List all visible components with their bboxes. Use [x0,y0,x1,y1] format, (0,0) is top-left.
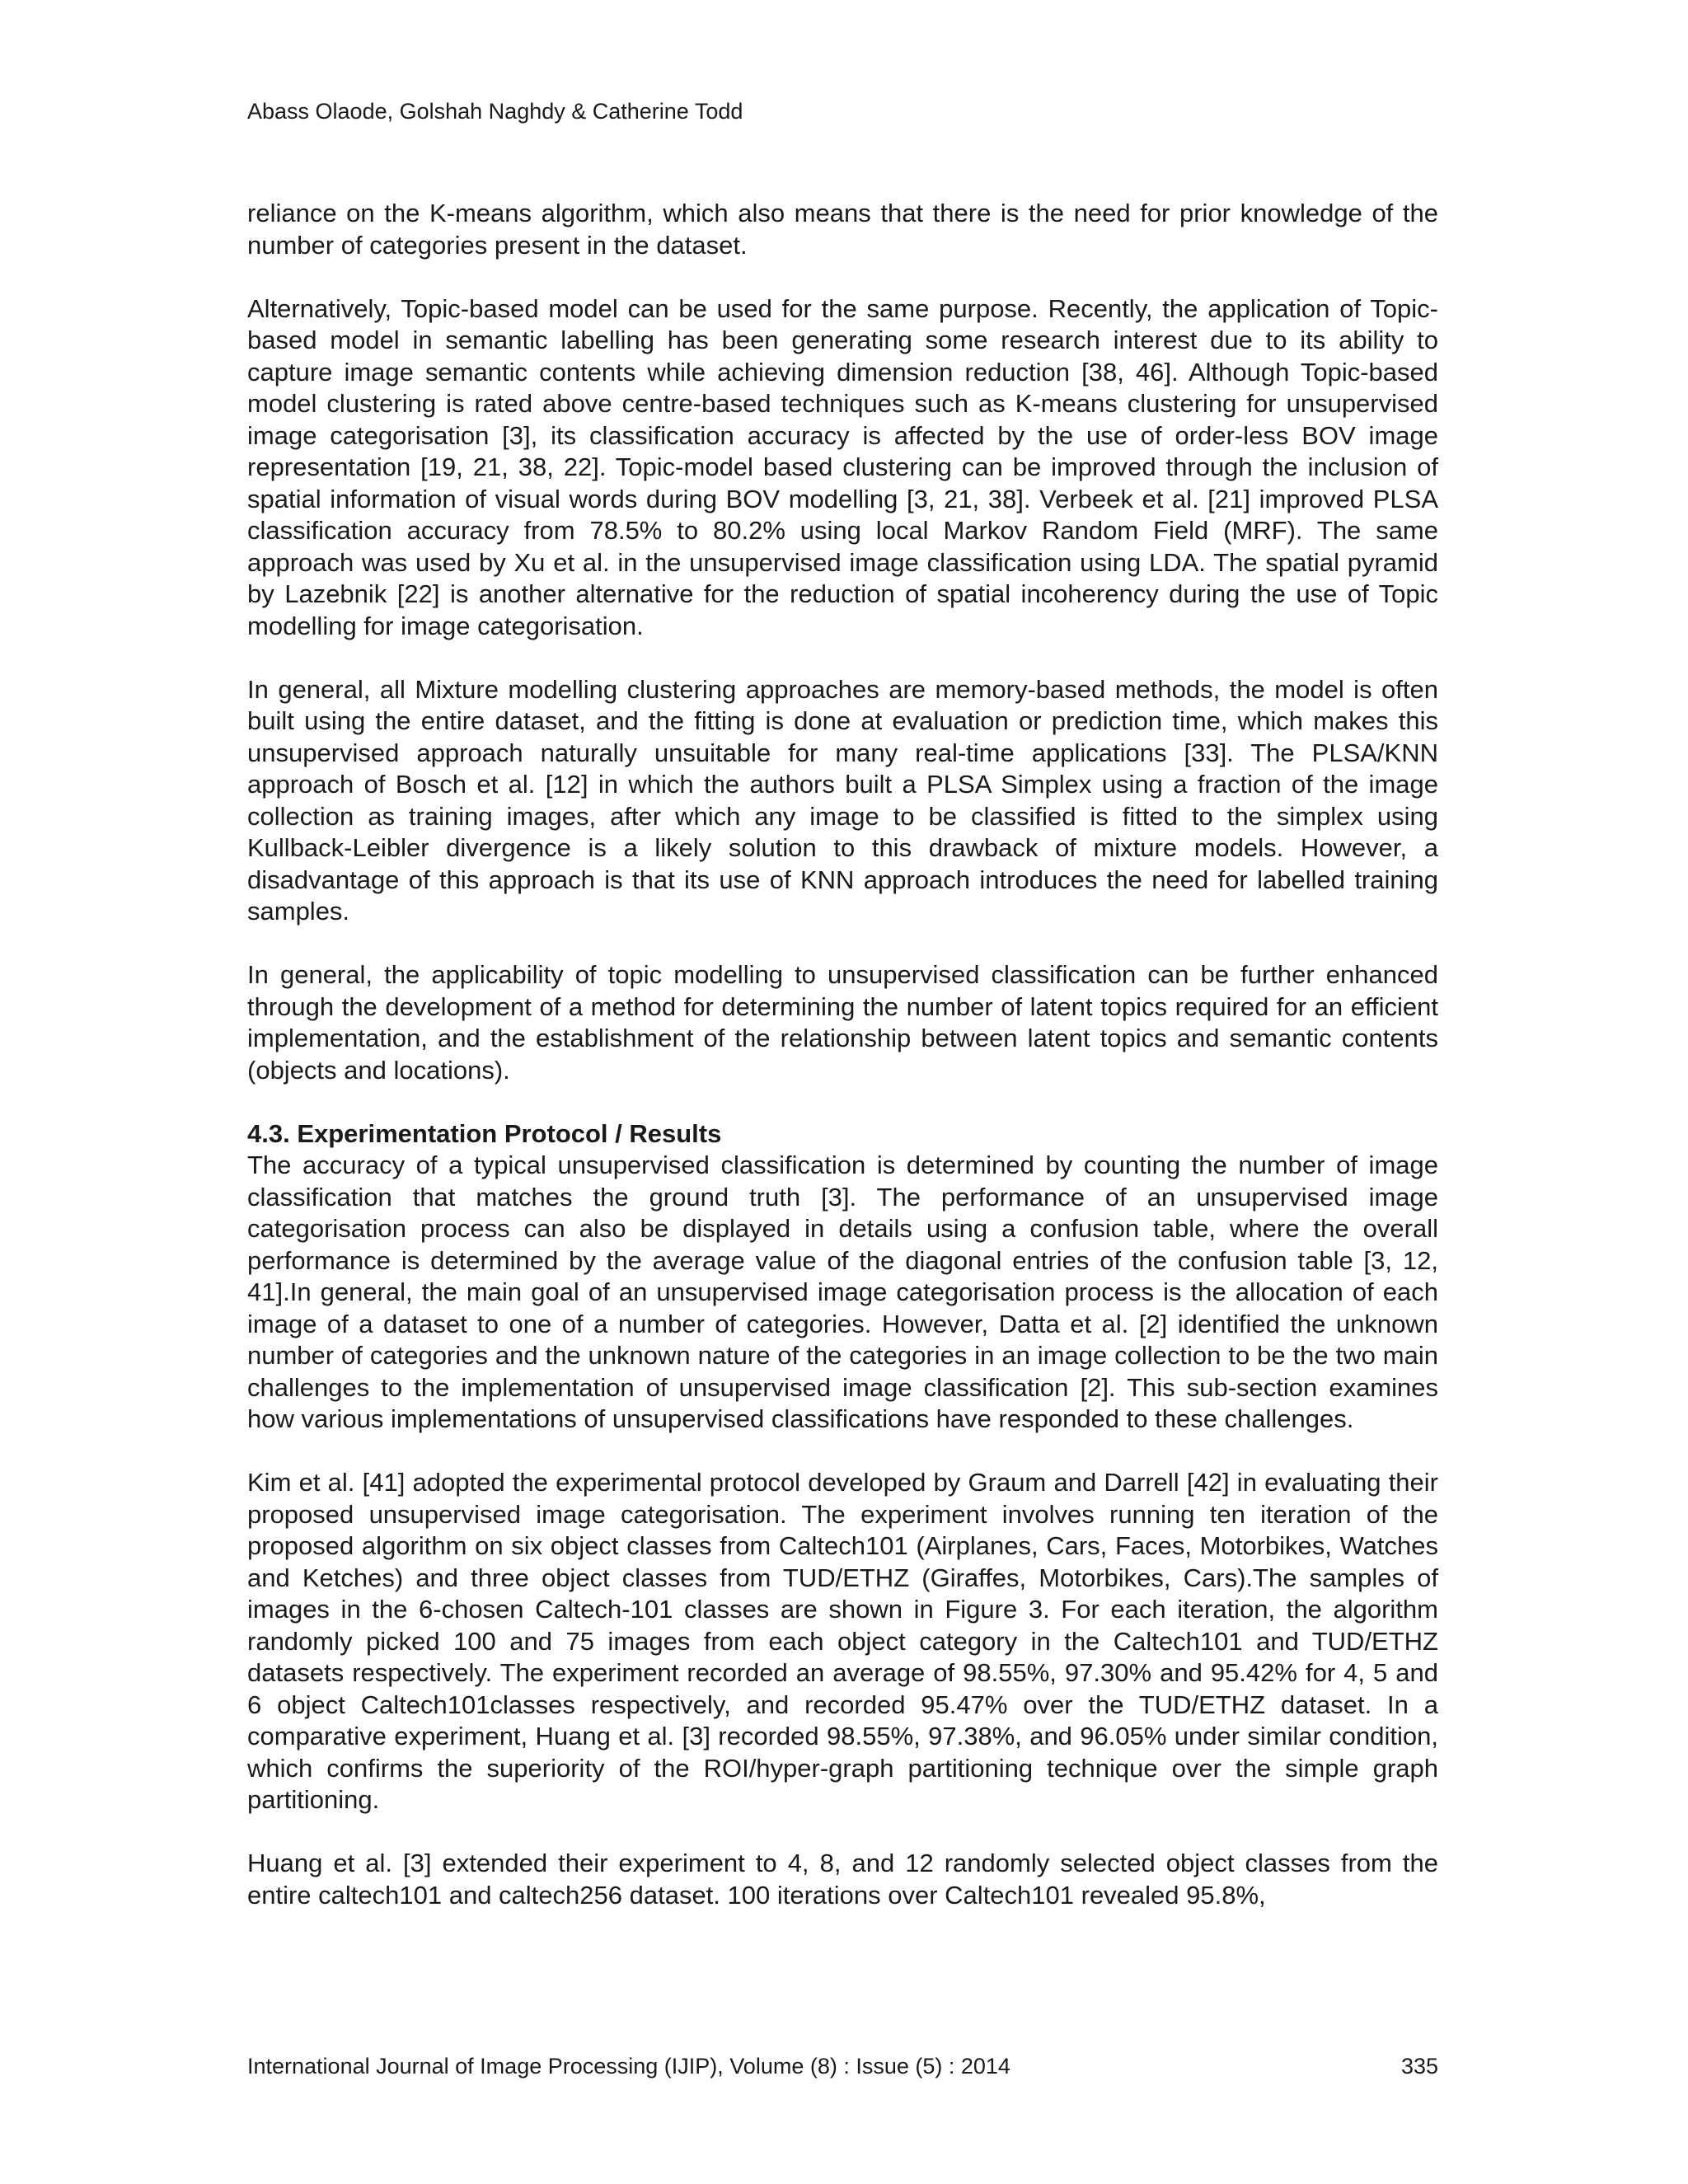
paragraph-classification-accuracy: The accuracy of a typical unsupervised classification is determined by counting the number of image classification that matches the ground truth [3]. The performance of an unsupervised image categorisation process can also be displayed in details using a confusion table, where the overall performance is determined by the average value of the diagonal entries of the confusion table [3, 12, 41].In general, the main goal of an unsupervised image categorisation process is the allocation of each image of a dataset to one of a number of categories. However, Datta et al. [2] identified the unknown number of categories and the unknown nature of the categories in an image collection to be the two main challenges to the implementation of unsupervised image classification [2]. This sub-section examines how various implementations of unsupervised classifications have responded to these challenges. [247,1151,1438,1433]
paragraph-topic-modelling-applicability: In general, the applicability of topic modelling to unsupervised classification can be further enhanced through the development of a method for determining the number of latent topics required for an efficient implementation, and the establishment of the relationship between latent topics and semantic contents (objects and locations). [247,960,1438,1085]
footer-page-number: 335 [1400,2054,1438,2079]
body-text [247,198,1438,1911]
paragraph-mixture-modelling: In general, all Mixture modelling clustering approaches are memory-based methods, the model is often built using the entire dataset, and the fitting is done at evaluation or prediction time, which makes this unsupervised approach naturally unsuitable for many real-time applications [33]. The PLSA/KNN approach of Bosch et al. [12] in which the authors built a PLSA Simplex using a fraction of the image collection as training images, after which any image to be classified is fitted to the simplex using Kullback-Leibler divergence is a likely solution to this drawback of mixture models. However, a disadvantage of this approach is that its use of KNN approach introduces the need for labelled training samples. [247,674,1438,926]
footer-journal-citation: International Journal of Image Processing (IJIP), Volume (8) : Issue (5) : 2014 [247,2054,1010,2079]
paragraph-huang-experiment: Huang et al. [3] extended their experiment to 4, 8, and 12 randomly selected object classes from the entire caltech101 and caltech256 dataset. 100 iterations over Caltech101 revealed 95.8%, [247,1849,1438,1910]
paragraph-kim-experiment: Kim et al. [41] adopted the experimental protocol developed by Graum and Darrell [42] in evaluating their proposed unsupervised image categorisation. The experiment involves running ten iteration of the proposed algorithm on six object classes from Caltech101 (Airplanes, Cars, Faces, Motorbikes, Watches and Ketches) and three object classes from TUD/ETHZ (Giraffes, Motorbikes, Cars).The samples of images in the 6-chosen Caltech-101 classes are shown in Figure 3. For each iteration, the algorithm randomly picked 100 and 75 images from each object category in the Caltech101 and TUD/ETHZ datasets respectively. The experiment recorded an average of 98.55%, 97.30% and 95.42% for 4, 5 and 6 object Caltech101classes respectively, and recorded 95.47% over the TUD/ETHZ dataset. In a comparative experiment, Huang et al. [3] recorded 98.55%, 97.38%, and 96.05% under similar condition, which confirms the superiority of the ROI/hyper-graph partitioning technique over the simple graph partitioning. [247,1468,1438,1814]
section-heading: 4.3. Experimentation Protocol / Results [247,1118,722,1148]
paragraph-topic-based-model: Alternatively, Topic-based model can be used for the same purpose. Recently, the application of Topic-based model in semantic labelling has been generating some research interest due to its ability to capture image semantic contents while achieving dimension reduction [38, 46]. Although Topic-based model clustering is rated above centre-based techniques such as K-means clustering for unsupervised image categorisation [3], its classification accuracy is affected by the use of order-less BOV image representation [19, 21, 38, 22]. Topic-model based clustering can be improved through the inclusion of spatial information of visual words during BOV modelling [3, 21, 38]. Verbeek et al. [21] improved PLSA classification accuracy from 78.5% to 80.2% using local Markov Random Field (MRF). The same approach was used by Xu et al. in the unsupervised image classification using LDA. The spatial pyramid by Lazebnik [22] is another alternative for the reduction of spatial incoherency during the use of Topic modelling for image categorisation. [247,293,1438,640]
running-header-authors: Abass Olaode, Golshah Naghdy & Catherine Todd [247,99,743,124]
paragraph-kmeans-reliance: reliance on the K-means algorithm, which also means that there is the need for prior knowledge of the number of categories present in the dataset. [247,199,1438,260]
page-footer [247,2052,1438,2080]
